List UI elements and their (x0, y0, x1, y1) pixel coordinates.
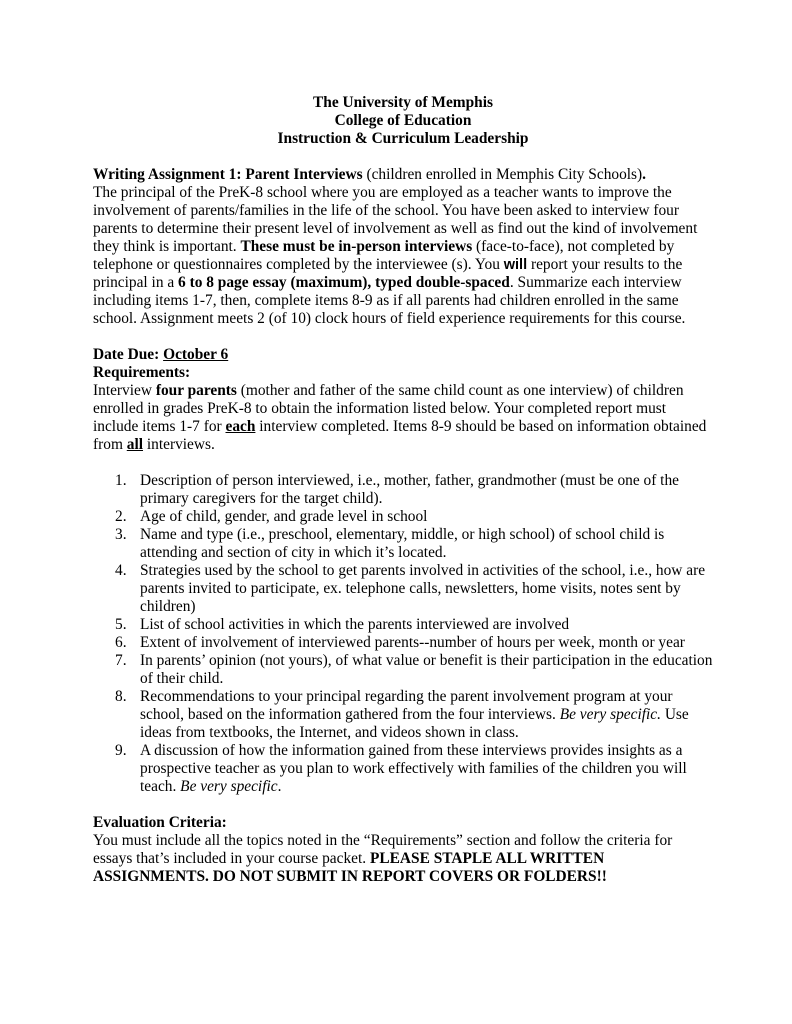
list-item: 4. Strategies used by the school to get parents involved in activities of the school, i.e., how are parents invited to participate, ex. telephone calls, newsletters, home visits, notes sent by children) (115, 562, 706, 615)
be-specific-emphasis: Be very specific. (559, 706, 661, 723)
requirements-paragraph: Interview four parents (mother and father of the same child count as one interview) of children enrolled in grades PreK-8 to obtain the information listed below. Your completed report must include items 1-7 for each interview completed. Items 8-9 should be based on information obtained from all interviews. (93, 382, 707, 453)
spacer (93, 796, 713, 814)
list-item: 2. Age of child, gender, and grade level in school (115, 508, 428, 525)
document-header (93, 94, 713, 148)
spacer (93, 148, 713, 166)
list-item: 9. A discussion of how the information gained from these interviews provides insights as a prospective teacher as you plan to work effectively with families of the children you will teach. Be very specific. (115, 742, 687, 795)
assignment-title-suffix: (children enrolled in Memphis City Schools) (362, 166, 643, 183)
assignment-body-3: report your results to the principal in a (93, 256, 683, 291)
list-item: 7. In parents’ opinion (not yours), of what value or benefit is their participation in the education of their child. (115, 652, 713, 687)
be-specific-emphasis: Be very specific (180, 778, 278, 795)
requirements-heading: Requirements: (93, 364, 191, 381)
requirements-list (93, 472, 713, 796)
four-parents-emphasis: four parents (155, 382, 237, 399)
assignment-body-2: (face-to-face), not completed by telephone or questionnaires completed by the interviewee (s). You (93, 238, 675, 273)
essay-length-emphasis: 6 to 8 page essay (maximum), typed double-spaced (178, 274, 510, 291)
list-item: 1. Description of person interviewed, i.e., mother, father, grandmother (must be one of the primary caregivers for the target child). (115, 472, 679, 507)
due-date-value: October 6 (163, 346, 229, 363)
college-name: College of Education (334, 112, 472, 129)
list-item: 5. List of school activities in which the parents interviewed are involved (115, 616, 570, 633)
department-name: Instruction & Curriculum Leadership (277, 130, 529, 147)
assignment-body-4: . Summarize each interview including items 1-7, then, complete items 8-9 as if all parents had children enrolled in the same school. Assignment meets 2 (of 10) clock hours of field experience requirements for this course. (93, 274, 686, 327)
each-emphasis: each (225, 418, 256, 435)
spacer (93, 454, 713, 472)
assignment-title-period: . (642, 166, 647, 183)
assignment-body-1: The principal of the PreK-8 school where you are employed as a teacher wants to improve the involvement of parents/families in the life of the school. You have been asked to interview four parents to determine their present level of involvement as well as find out the kind of involvement they think is important. (93, 184, 698, 255)
in-person-emphasis: These must be in-person interviews (240, 238, 473, 255)
all-emphasis: all (126, 436, 144, 453)
document-page (93, 94, 713, 886)
will-emphasis: will (503, 257, 528, 273)
due-date-label: Date Due: (93, 346, 164, 363)
evaluation-heading: Evaluation Criteria: (93, 814, 227, 831)
staple-notice: PLEASE STAPLE ALL WRITTEN ASSIGNMENTS. DO NOT SUBMIT IN REPORT COVERS OR FOLDERS!! (93, 850, 607, 885)
assignment-paragraph (93, 166, 713, 328)
assignment-title: Writing Assignment 1: Parent Interviews (93, 166, 363, 183)
university-name: The University of Memphis (313, 94, 493, 111)
list-item: 6. Extent of involvement of interviewed parents--number of hours per week, month or year (115, 634, 685, 651)
evaluation-paragraph: You must include all the topics noted in the “Requirements” section and follow the criteria for essays that’s included in your course packet. PLEASE STAPLE ALL WRITTEN ASSIGNMENTS. DO NOT SUBMIT IN REPORT COVERS OR FOLDERS!! (93, 832, 673, 885)
spacer (93, 328, 713, 346)
list-item: 3. Name and type (i.e., preschool, elementary, middle, or high school) of school child is attending and section of city in which it’s located. (115, 526, 665, 561)
list-item: 8. Recommendations to your principal regarding the parent involvement program at your school, based on the information gathered from the four interviews. Be very specific. Use ideas from textbooks, the Internet, and videos shown in class. (115, 688, 689, 741)
due-date-line (93, 346, 713, 364)
